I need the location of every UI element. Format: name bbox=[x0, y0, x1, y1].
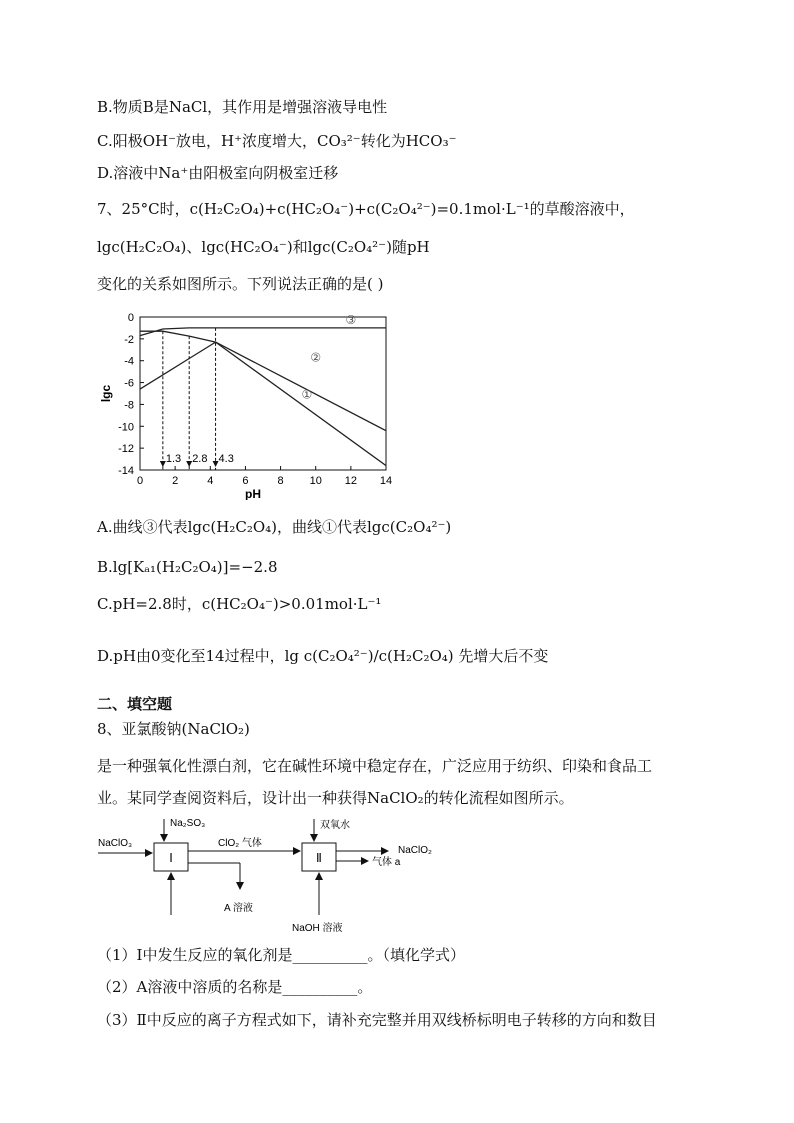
y-tick-label: -4 bbox=[124, 355, 134, 368]
clo2-label: ClO₂ 气体 bbox=[218, 838, 262, 849]
x-tick-label: 12 bbox=[344, 475, 357, 487]
y-tick-label: -8 bbox=[124, 399, 134, 412]
plot-frame bbox=[140, 317, 386, 470]
q7-stem-2: lgc(H₂C₂O₄)、lgc(HC₂O₄⁻)和lgc(C₂O₄²⁻)随pH bbox=[97, 238, 430, 256]
section-heading: 二、填空题 bbox=[97, 695, 173, 713]
q8-stem-2: 是一种强氧化性漂白剂，它在碱性环境中稳定存在，广泛应用于纺织、印染和食品工 bbox=[97, 757, 653, 775]
q8-part-3: （3）Ⅱ中反应的离子方程式如下，请补充完整并用双线桥标明电子转移的方向和数目 bbox=[97, 1011, 657, 1029]
series-line-1 bbox=[140, 342, 386, 466]
q7-option-a: A.曲线③代表lgc(H₂C₂O₄)，曲线①代表lgc(C₂O₄²⁻) bbox=[97, 518, 452, 536]
q8-part-2: （2）A溶液中溶质的名称是__________。 bbox=[97, 978, 373, 996]
naclo3-label: NaClO₃ bbox=[98, 838, 133, 849]
y-tick-label: -10 bbox=[118, 421, 134, 434]
series-label-2: ② bbox=[310, 350, 322, 365]
x-tick-label: 2 bbox=[172, 475, 179, 487]
x-axis-label: pH bbox=[245, 487, 261, 500]
q8-part-1: （1）Ⅰ中发生反应的氧化剂是__________。（填化学式） bbox=[97, 946, 465, 964]
option-c: C.阳极OH⁻放电，H⁺浓度增大，CO₃²⁻转化为HCO₃⁻ bbox=[97, 132, 457, 150]
q8-stem-3: 业。某同学查阅资料后，设计出一种获得NaClO₂的转化流程如图所示。 bbox=[97, 789, 574, 807]
q7-stem-1: 7、25°C时，c(H₂C₂O₄)+c(HC₂O₄⁻)+c(C₂O₄²⁻)=0.1mol·L⁻¹的草酸溶液中， bbox=[97, 200, 635, 218]
annotation-label: 2.8 bbox=[192, 453, 208, 465]
reactor-1-label: Ⅰ bbox=[169, 851, 173, 865]
y-tick-label: -2 bbox=[124, 333, 134, 346]
y-tick-label: -6 bbox=[124, 377, 134, 390]
q7-option-b: B.lg[Kₐ₁(H₂C₂O₄)]=−2.8 bbox=[97, 558, 278, 576]
x-tick-label: 6 bbox=[242, 475, 249, 487]
naoh-label: NaOH 溶液 bbox=[292, 923, 343, 934]
x-tick-label: 14 bbox=[379, 475, 393, 487]
flow-diagram bbox=[96, 815, 476, 935]
h2o2-label: 双氧水 bbox=[320, 820, 350, 831]
lgc-ph-chart bbox=[96, 305, 396, 500]
option-b: B.物质B是NaCl，其作用是增强溶液导电性 bbox=[97, 98, 388, 116]
reactor-2-label: Ⅱ bbox=[316, 851, 322, 865]
gas-a-label: 气体 a bbox=[372, 857, 401, 868]
y-axis-label: lgc bbox=[99, 384, 113, 403]
series-line-2 bbox=[140, 331, 386, 431]
series-label-3: ③ bbox=[345, 313, 357, 328]
annotation-label: 4.3 bbox=[218, 453, 234, 465]
q7-stem-3: 变化的关系如图所示。下列说法正确的是( ) bbox=[97, 275, 384, 293]
series-label-1: ① bbox=[301, 387, 313, 402]
option-d: D.溶液中Na⁺由阳极室向阴极室迁移 bbox=[97, 164, 339, 182]
y-tick-label: -14 bbox=[118, 465, 134, 477]
q7-option-d: D.pH由0变化至14过程中，lg c(C₂O₄²⁻)/c(H₂C₂O₄) 先增大后不变 bbox=[97, 647, 549, 665]
x-tick-label: 10 bbox=[309, 475, 322, 487]
x-tick-label: 4 bbox=[207, 475, 214, 487]
a-solution-label: A 溶液 bbox=[224, 903, 253, 914]
y-tick-label: -12 bbox=[118, 443, 134, 456]
x-tick-label: 8 bbox=[277, 475, 284, 487]
q7-option-c: C.pH=2.8时，c(HC₂O₄⁻)>0.01mol·L⁻¹ bbox=[97, 595, 382, 613]
naclo2-label: NaClO₂ bbox=[398, 845, 432, 856]
annotation-label: 1.3 bbox=[165, 453, 182, 465]
na2so3-label: Na₂SO₃ bbox=[170, 818, 206, 829]
y-tick-label: 0 bbox=[127, 312, 134, 324]
q8-stem-1: 8、亚氯酸钠(NaClO₂) bbox=[97, 720, 250, 738]
x-tick-label: 0 bbox=[136, 475, 144, 487]
